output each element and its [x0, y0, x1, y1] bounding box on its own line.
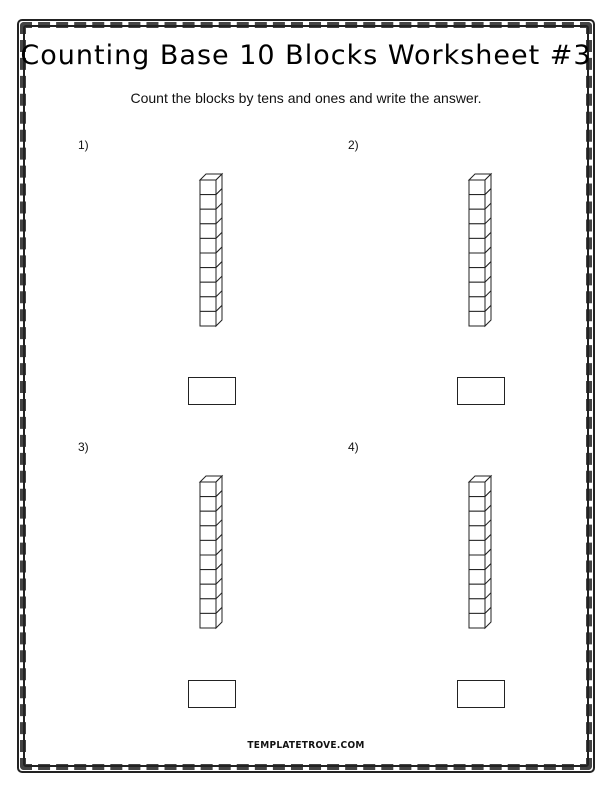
unit-cube: [200, 613, 216, 628]
unit-cube: [200, 253, 216, 268]
unit-cube: [469, 570, 485, 585]
unit-cube: [200, 238, 216, 253]
unit-cube: [200, 311, 216, 326]
unit-cube: [469, 180, 485, 195]
unit-cube: [469, 253, 485, 268]
tens-rod: [198, 172, 228, 328]
unit-cube: [200, 584, 216, 599]
unit-cube: [200, 570, 216, 585]
unit-cube: [200, 224, 216, 239]
unit-cube: [469, 540, 485, 555]
answer-box[interactable]: [188, 377, 236, 405]
unit-cube: [200, 297, 216, 312]
unit-cube: [469, 482, 485, 497]
unit-cube: [469, 195, 485, 210]
unit-cube: [469, 238, 485, 253]
unit-cube: [200, 540, 216, 555]
unit-cube: [200, 209, 216, 224]
unit-cube: [200, 555, 216, 570]
unit-cube: [469, 311, 485, 326]
tens-rod: [467, 474, 497, 630]
answer-box[interactable]: [457, 680, 505, 708]
unit-cube: [469, 526, 485, 541]
worksheet-title: Counting Base 10 Blocks Worksheet #3: [20, 40, 592, 71]
unit-cube: [200, 599, 216, 614]
tens-rod: [198, 474, 228, 630]
question-number: 1): [78, 138, 89, 152]
unit-cube: [469, 297, 485, 312]
answer-box[interactable]: [188, 680, 236, 708]
unit-cube: [200, 282, 216, 297]
unit-cube: [469, 497, 485, 512]
unit-cube: [200, 268, 216, 283]
unit-cube: [469, 555, 485, 570]
unit-cube: [469, 613, 485, 628]
answer-box[interactable]: [457, 377, 505, 405]
unit-cube: [469, 599, 485, 614]
unit-cube: [469, 282, 485, 297]
tens-rod: [467, 172, 497, 328]
unit-cube: [469, 268, 485, 283]
worksheet-instructions: Count the blocks by tens and ones and write the answer.: [130, 90, 482, 106]
unit-cube: [200, 482, 216, 497]
question-number: 3): [78, 440, 89, 454]
unit-cube: [200, 497, 216, 512]
unit-cube: [200, 526, 216, 541]
question-number: 4): [348, 440, 359, 454]
footer-brand: TEMPLATETROVE.COM: [247, 740, 365, 751]
unit-cube: [469, 209, 485, 224]
unit-cube: [200, 511, 216, 526]
question-number: 2): [348, 138, 359, 152]
unit-cube: [200, 195, 216, 210]
unit-cube: [200, 180, 216, 195]
unit-cube: [469, 224, 485, 239]
unit-cube: [469, 511, 485, 526]
unit-cube: [469, 584, 485, 599]
